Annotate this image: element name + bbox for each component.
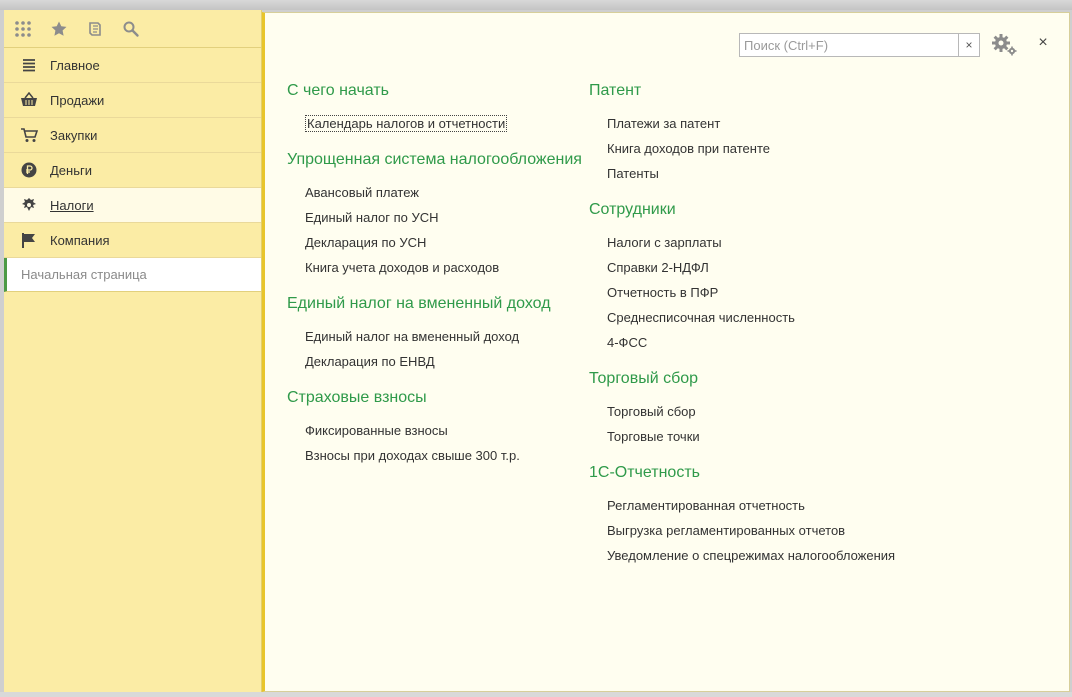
section-trade-fee [589, 369, 929, 449]
sidebar-item-purchases[interactable] [4, 118, 261, 153]
section-imputed-income [287, 294, 587, 374]
link-patent-payments[interactable]: Платежи за патент [607, 116, 721, 131]
section-title: Сотрудники [589, 201, 676, 218]
search-icon[interactable] [122, 20, 140, 38]
open-window-tab-home[interactable] [4, 258, 261, 292]
link-income-expense-book[interactable]: Книга учета доходов и расходов [305, 260, 500, 275]
link-trade-points[interactable]: Торговые точки [607, 429, 700, 444]
search-box [739, 33, 980, 57]
link-2ndfl-certificates[interactable]: Справки 2-НДФЛ [607, 260, 709, 275]
section-insurance-contributions [287, 388, 587, 468]
window-bottom-strip [0, 692, 1072, 697]
link-envd-tax[interactable]: Единый налог на вмененный доход [305, 329, 520, 344]
link-tax-calendar[interactable] [287, 111, 587, 136]
left-column [287, 81, 587, 482]
sidebar-item-money[interactable] [4, 153, 261, 188]
link-envd-declaration[interactable]: Декларация по ЕНВД [305, 354, 435, 369]
eagle-emblem-icon [20, 196, 38, 214]
search-input[interactable] [739, 33, 959, 57]
link-usn-declaration[interactable]: Декларация по УСН [305, 235, 427, 250]
sidebar-item-label: Продажи [50, 92, 105, 108]
basket-icon [20, 91, 38, 109]
section-title: Торговый сбор [589, 370, 699, 387]
section-patent [589, 81, 929, 186]
main-content [262, 12, 1070, 692]
search-clear-button[interactable]: × [959, 33, 980, 57]
cart-icon [20, 126, 38, 144]
link-usn-tax[interactable]: Единый налог по УСН [305, 210, 439, 225]
sidebar-item-taxes[interactable] [4, 188, 261, 223]
link-payroll-taxes[interactable]: Налоги с зарплаты [607, 235, 722, 250]
section-title: Патент [589, 82, 642, 99]
link-patent-income-book[interactable]: Книга доходов при патенте [607, 141, 770, 156]
section-title: Страховые взносы [287, 389, 427, 406]
flag-icon [20, 231, 38, 249]
star-icon[interactable] [50, 20, 68, 38]
right-column [589, 81, 929, 582]
section-title: 1С-Отчетность [589, 464, 700, 481]
link-advance-payment[interactable]: Авансовый платеж [305, 185, 419, 200]
link-contributions-over-300k[interactable]: Взносы при доходах свыше 300 т.р. [305, 448, 520, 463]
section-simplified-tax [287, 150, 587, 280]
link-fixed-contributions[interactable]: Фиксированные взносы [305, 423, 448, 438]
sidebar-item-main[interactable] [4, 48, 261, 83]
link-label: Календарь налогов и отчетности [307, 116, 506, 131]
link-patents[interactable]: Патенты [607, 166, 659, 181]
section-getting-started [287, 81, 587, 136]
section-employees [589, 200, 929, 355]
link-pfr-reporting[interactable]: Отчетность в ПФР [607, 285, 719, 300]
section-title: С чего начать [287, 82, 389, 99]
sidebar [4, 10, 262, 692]
sidebar-item-label: Деньги [50, 162, 92, 178]
sidebar-item-label: Налоги [50, 197, 94, 213]
menu-lines-icon [20, 56, 38, 74]
link-regulated-reporting[interactable]: Регламентированная отчетность [607, 498, 805, 513]
link-4fss[interactable]: 4-ФСС [607, 335, 648, 350]
link-trade-fee[interactable]: Торговый сбор [607, 404, 696, 419]
sidebar-item-label: Главное [50, 57, 100, 73]
sidebar-item-company[interactable] [4, 223, 261, 258]
sidebar-item-label: Закупки [50, 127, 98, 143]
section-title: Упрощенная система налогообложения [287, 151, 582, 168]
section-1c-reporting [589, 463, 929, 568]
link-export-regulated-reports[interactable]: Выгрузка регламентированных отчетов [607, 523, 846, 538]
link-average-headcount[interactable]: Среднесписочная численность [607, 310, 795, 325]
apps-grid-icon[interactable] [14, 20, 32, 38]
open-window-label: Начальная страница [21, 267, 147, 282]
window-top-bar [0, 0, 1072, 10]
sidebar-item-sales[interactable] [4, 83, 261, 118]
gear-icon[interactable] [991, 32, 1019, 58]
link-special-regime-notice[interactable]: Уведомление о спецрежимах налогообложения [607, 548, 896, 563]
sidebar-item-label: Компания [50, 232, 110, 248]
sidebar-toolbar [4, 10, 261, 48]
close-button[interactable]: × [1038, 34, 1048, 51]
history-icon[interactable] [86, 20, 104, 38]
ruble-coin-icon [20, 161, 38, 179]
section-title: Единый налог на вмененный доход [287, 295, 551, 312]
